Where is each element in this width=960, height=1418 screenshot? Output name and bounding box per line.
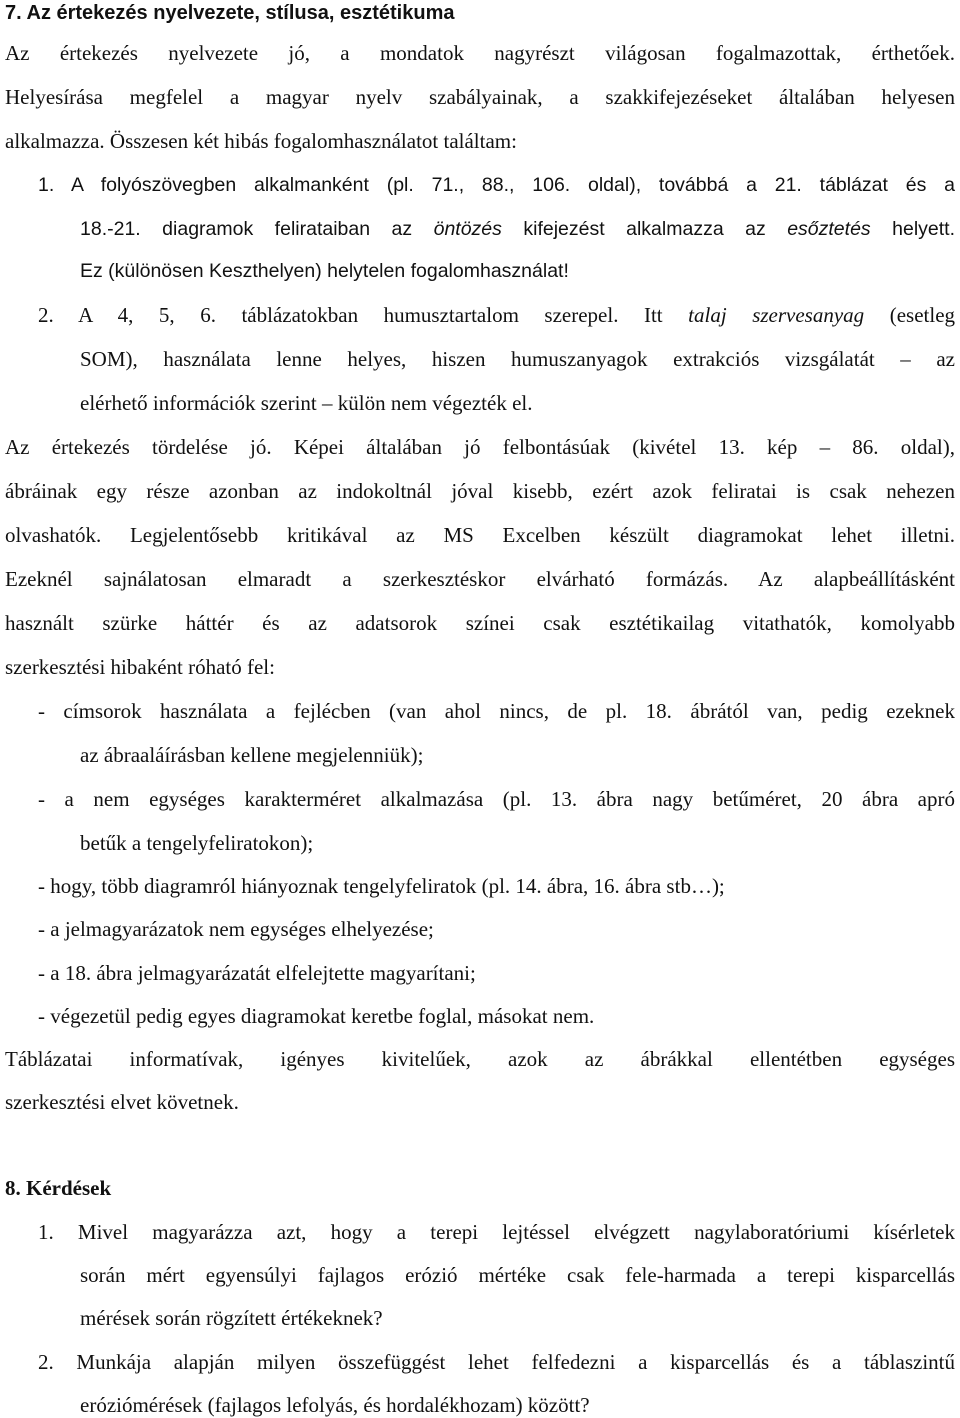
- item-2-line-3: elérhető információk szerint – külön nem végezték el.: [80, 391, 533, 415]
- para-2-line-6: szerkesztési hibaként róható fel:: [5, 655, 275, 679]
- term-esoztetes: esőztetés: [787, 218, 871, 240]
- para-2-line-5: használt szürke háttér és az adatsorok színei csak esztétikailag vitathatók, komolyabb: [5, 611, 955, 635]
- bullet-item: - hogy, több diagramról hiányoznak tengelyfeliratok (pl. 14. ábra, 16. ábra stb…);: [38, 874, 725, 898]
- item-1-line-2: 18.-21. diagramok felirataiban az öntözés kifejezést alkalmazza az esőztetés helyett.: [80, 218, 956, 240]
- question-1-line-3: mérések során rögzített értékeknek?: [80, 1306, 383, 1330]
- bullet-item: - a nem egységes karakterméret alkalmazása (pl. 13. ábra nagy betűméret, 20 ábra apró: [38, 787, 955, 811]
- bullet-item-continuation: az ábraaláírásban kellene megjelenniük);: [80, 743, 424, 767]
- bullet-item: - címsorok használata a fejlécben (van ahol nincs, de pl. 18. ábrától van, pedig ezeknek: [38, 699, 955, 723]
- question-2-line-1: 2. Munkája alapján milyen összefüggést lehet felfedezni a kisparcellás és a táblaszintű: [38, 1350, 955, 1374]
- item-2-line-2: SOM), használata lenne helyes, hiszen humuszanyagok extrakciós vizsgálatát – az: [80, 347, 955, 371]
- bullet-item: - a jelmagyarázatok nem egységes elhelyezése;: [38, 917, 434, 941]
- bullet-item: - a 18. ábra jelmagyarázatát elfelejtette magyarítani;: [38, 961, 476, 985]
- intro-line-3: alkalmazza. Összesen két hibás fogalomhasználatot találtam:: [5, 129, 517, 153]
- intro-line-1: Az értekezés nyelvezete jó, a mondatok nagyrészt világosan fogalmazottak, érthetőek.: [5, 41, 955, 65]
- item-1-line-1: 1. A folyószövegben alkalmanként (pl. 71., 88., 106. oldal), továbbá a 21. táblázat és a: [38, 174, 955, 196]
- section-7-heading: 7. Az értekezés nyelvezete, stílusa, esztétikuma: [5, 2, 455, 24]
- question-2-line-2: eróziómérések (fajlagos lefolyás, és hordalékhozam) között?: [80, 1393, 590, 1417]
- intro-line-2: Helyesírása megfelel a magyar nyelv szabályainak, a szakkifejezéseket általában helyesen: [5, 85, 955, 109]
- question-1-line-1: 1. Mivel magyarázza azt, hogy a terepi lejtéssel elvégzett nagylaboratóriumi kísérletek: [38, 1220, 955, 1244]
- para-2-line-2: ábráinak egy része azonban az indokoltnál jóval kisebb, ezért azok feliratai is csak nehezen: [5, 479, 955, 503]
- question-1-line-2: során mért egyensúlyi fajlagos erózió mértéke csak fele-harmada a terepi kisparcellás: [80, 1263, 955, 1287]
- bullet-item-continuation: betűk a tengelyfeliratokon);: [80, 831, 314, 855]
- term-talaj-szervesanyag: talaj szervesanyag: [688, 303, 865, 327]
- item-2-line-1: 2. A 4, 5, 6. táblázatokban humusztartalom szerepel. Itt talaj szervesanyag (esetleg: [38, 303, 956, 327]
- para-2-line-3: olvashatók. Legjelentősebb kritikával az MS Excelben készült diagramokat lehet illetni.: [5, 523, 955, 547]
- para-3-line-2: szerkesztési elvet követnek.: [5, 1090, 239, 1114]
- para-3-line-1: Táblázatai informatívak, igényes kivitelűek, azok az ábrákkal ellentétben egységes: [5, 1047, 955, 1071]
- para-2-line-4: Ezeknél sajnálatosan elmaradt a szerkesztéskor elvárható formázás. Az alapbeállításként: [5, 567, 955, 591]
- section-8-heading: 8. Kérdések: [5, 1176, 112, 1200]
- bullet-item: - végezetül pedig egyes diagramokat keretbe foglal, másokat nem.: [38, 1004, 595, 1028]
- term-ontozes: öntözés: [433, 218, 502, 240]
- item-1-line-3: Ez (különösen Keszthelyen) helytelen fogalomhasználat!: [80, 260, 569, 282]
- para-2-line-1: Az értekezés tördelése jó. Képei általában jó felbontásúak (kivétel 13. kép – 86. oldal),: [5, 435, 955, 459]
